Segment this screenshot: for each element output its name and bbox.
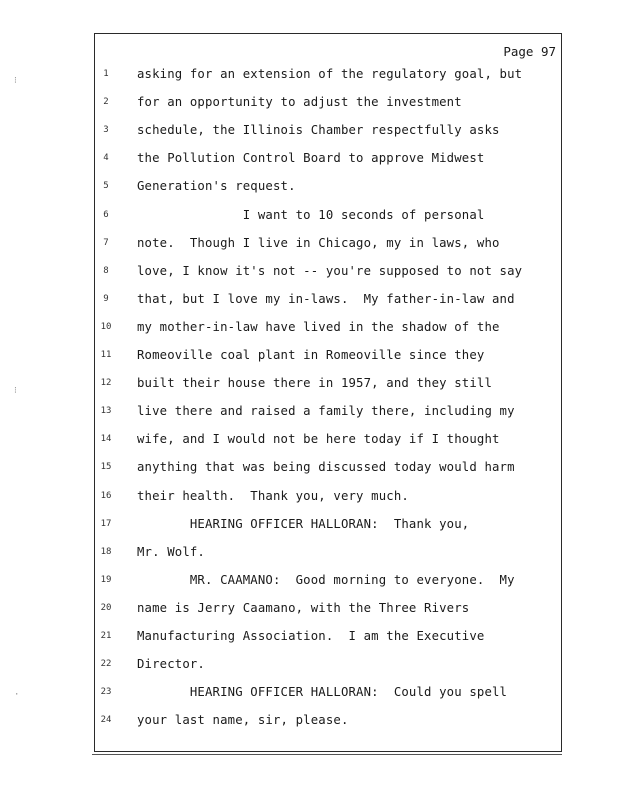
transcript-line: Director. [137,657,205,672]
line-number: 7 [103,237,109,248]
transcript-line: MR. CAAMANO: Good morning to everyone. My [137,572,515,587]
scan-speck: ⁝ [14,386,17,396]
scan-speck: · [14,690,20,700]
transcript-line: schedule, the Illinois Chamber respectfully asks [137,123,500,138]
transcript-line: note. Though I live in Chicago, my in laws, who [137,235,500,250]
transcript-line: Generation's request. [137,179,296,194]
line-number: 13 [100,406,112,417]
line-number: 14 [100,434,112,445]
transcript-line: HEARING OFFICER HALLORAN: Could you spell [137,685,508,700]
line-number: 5 [103,181,109,192]
line-number: 20 [100,602,112,613]
transcript-line: their health. Thank you, very much. [137,488,409,503]
transcript-line: live there and raised a family there, including my [137,404,515,419]
transcript-line: that, but I love my in-laws. My father-in-law and [137,291,515,306]
bottom-rule [92,754,562,755]
line-number: 18 [100,546,112,557]
page-number: Page 97 [503,44,556,59]
line-number: 24 [100,715,112,726]
transcript-line: Mr. Wolf. [137,544,205,559]
line-number: 16 [100,490,112,501]
transcript-line: I want to 10 seconds of personal [137,207,485,222]
line-number: 8 [103,265,109,276]
transcript-line: your last name, sir, please. [137,713,349,728]
scan-speck: ⁝ [14,76,17,86]
line-number: 12 [100,378,112,389]
transcript-line: built their house there in 1957, and they still [137,376,493,391]
line-number: 9 [103,293,109,304]
transcript-line: for an opportunity to adjust the investment [137,95,462,110]
transcript-line: love, I know it's not -- you're supposed to not say [137,263,523,278]
line-number: 15 [100,462,112,473]
line-number: 11 [100,350,112,360]
transcript-page-frame [94,33,562,752]
line-number: 19 [100,574,112,585]
line-number: 10 [100,321,112,332]
transcript-line: HEARING OFFICER HALLORAN: Thank you, [137,516,470,531]
transcript-line: Manufacturing Association. I am the Executive [137,629,485,643]
line-number: 21 [100,631,112,641]
line-number: 3 [103,125,109,136]
transcript-line: my mother-in-law have lived in the shadow of the [137,319,500,334]
transcript-line: name is Jerry Caamano, with the Three Rivers [137,600,470,615]
line-number: 2 [103,97,109,108]
transcript-line: asking for an extension of the regulatory goal, but [137,67,523,81]
transcript-line: wife, and I would not be here today if I thought [137,432,500,447]
transcript-line: the Pollution Control Board to approve Midwest [137,151,485,166]
line-number: 23 [100,687,112,698]
line-number: 6 [103,209,109,220]
line-number: 17 [100,518,112,529]
line-number: 22 [100,659,112,670]
line-number: 1 [103,69,109,79]
transcript-line: Romeoville coal plant in Romeoville since they [137,348,485,362]
transcript-line: anything that was being discussed today would harm [137,460,515,475]
line-number: 4 [103,153,109,164]
